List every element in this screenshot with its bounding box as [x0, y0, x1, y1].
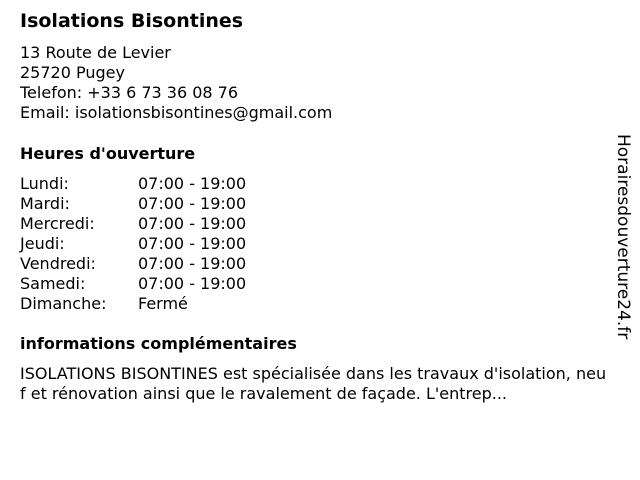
hours-row-saturday — [20, 274, 246, 294]
hours-day: Mardi: — [20, 194, 70, 213]
hours-row-friday — [20, 254, 246, 274]
hours-row-tuesday — [20, 194, 246, 214]
address-street: 13 Route de Levier — [20, 43, 171, 62]
business-description: ISOLATIONS BISONTINES est spécialisée dans les travaux d'isolation, neuf et rénovation ainsi que le ravalement de façade. L'entrep... — [20, 364, 607, 403]
hours-row-wednesday — [20, 214, 246, 234]
hours-time: 07:00 - 19:00 — [138, 254, 247, 273]
additional-info-heading: informations complémentaires — [20, 334, 297, 353]
hours-time: 07:00 - 19:00 — [138, 174, 247, 193]
phone-number: Telefon: +33 6 73 36 08 76 — [20, 83, 239, 102]
hours-day: Dimanche: — [20, 294, 107, 313]
hours-row-thursday — [20, 234, 246, 254]
hours-day: Samedi: — [20, 274, 86, 293]
hours-time: Fermé — [138, 294, 188, 313]
address-city: 25720 Pugey — [20, 63, 125, 82]
hours-day: Vendredi: — [20, 254, 96, 273]
hours-day: Lundi: — [20, 174, 69, 193]
hours-time: 07:00 - 19:00 — [138, 214, 247, 233]
hours-time: 07:00 - 19:00 — [138, 274, 247, 293]
business-name: Isolations Bisontines — [20, 10, 244, 32]
hours-row-monday — [20, 174, 246, 194]
hours-time: 07:00 - 19:00 — [138, 234, 247, 253]
hours-time: 07:00 - 19:00 — [138, 194, 247, 213]
hours-row-sunday — [20, 294, 246, 314]
contact-info — [20, 43, 332, 123]
opening-hours-table — [20, 174, 246, 314]
site-watermark: Horairesdouverture24.fr — [613, 134, 633, 340]
email-address: Email: isolationsbisontines@gmail.com — [20, 103, 333, 122]
hours-day: Jeudi: — [20, 234, 65, 253]
hours-day: Mercredi: — [20, 214, 95, 233]
opening-hours-heading: Heures d'ouverture — [20, 144, 196, 163]
